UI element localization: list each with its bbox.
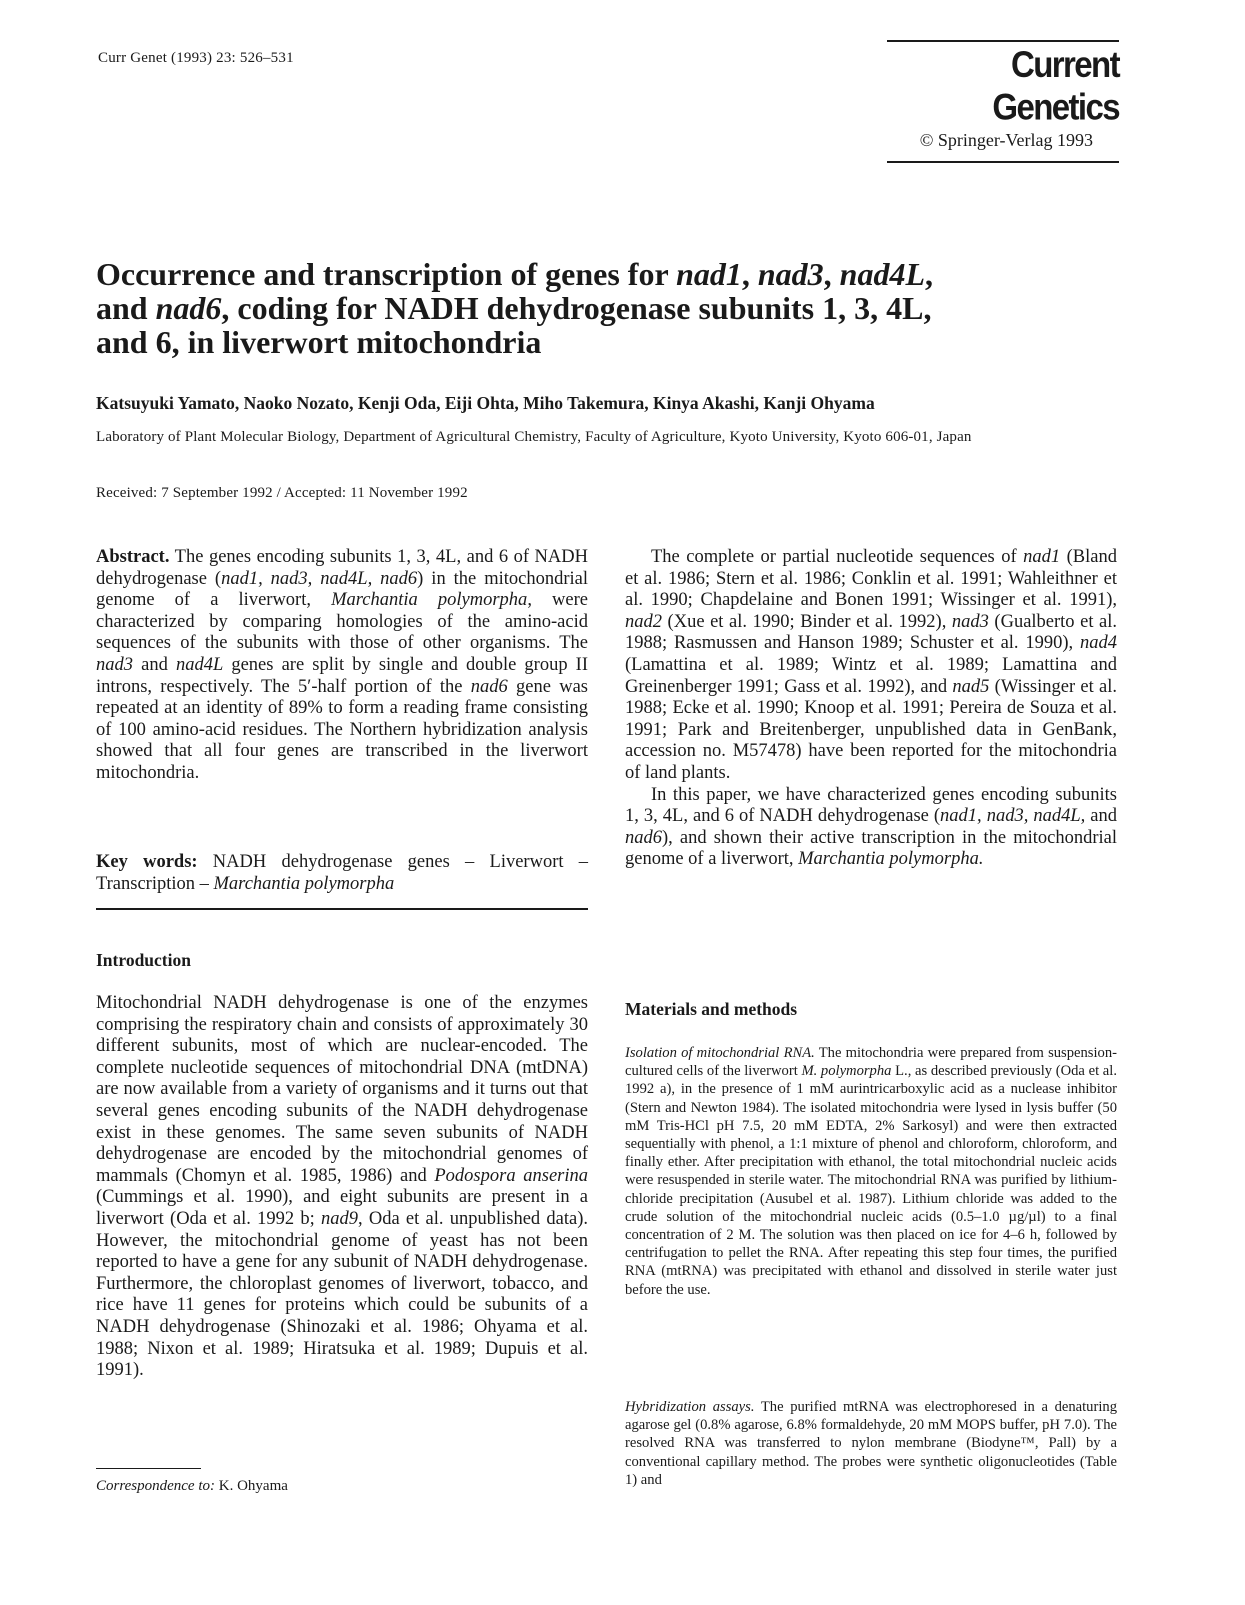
article-title: [96, 257, 1126, 359]
abstract-text: gene was repeated at an identity of 89% to form a reading frame consisting of 100 amino-acid residues. The Northern hybridization analysis showed that all four genes are transcribed in the liverwort mitochondria.: [96, 676, 588, 783]
title-gene: nad3: [757, 256, 824, 292]
abstract-italic: nad3: [96, 654, 133, 675]
abstract-text: genes are split by single and double group II introns, respectively. The 5′-half portion of the: [96, 654, 589, 697]
abstract-label: Abstract.: [96, 547, 170, 567]
intro-italic: nad1: [1023, 547, 1061, 567]
correspondence-label: Correspondence to:: [96, 1478, 216, 1494]
intro-text: ), and shown their active transcription in the mitochondrial genome of a liverwort,: [625, 827, 1117, 870]
abstract-text: , were characterized by comparing homologies of the amino-acid sequences of the subunits with those of other organisms. The: [96, 590, 589, 654]
isolation-paragraph: [625, 1044, 1117, 1299]
abstract-italic: nad1, nad3, nad4L, nad6: [221, 568, 418, 589]
abstract-italic: nad4L: [175, 654, 224, 675]
intro-italic: nad9: [320, 1208, 358, 1229]
footnote-rule: [96, 1468, 201, 1469]
title-text: ,: [823, 256, 840, 292]
received-accepted-dates: Received: 7 September 1992 / Accepted: 11 November 1992: [96, 485, 468, 501]
intro-text: and: [1085, 806, 1117, 827]
intro-text: The complete or partial nucleotide sequences of: [651, 547, 1024, 567]
title-text: ,: [925, 256, 933, 292]
introduction-continued: [625, 547, 1117, 871]
intro-italic: nad6: [625, 827, 662, 848]
title-gene: nad6: [155, 290, 222, 326]
journal-masthead: [887, 40, 1119, 163]
introduction-body: [96, 993, 588, 1382]
intro-italic: nad4: [1080, 633, 1117, 654]
methods-text: The purified mtRNA was electrophoresed in a denaturing agarose gel (0.8% agarose, 6.8% formaldehyde, 20 mM MOPS buffer, pH 7.0). The resolved RNA was transferred to nylon membrane (Biodyne™, Pall) by a conventional capillary method. The probes were synthetic oligonucleotides (Table 1) and: [625, 1399, 1117, 1488]
keywords-italic: Marchantia polymorpha: [213, 873, 395, 894]
correspondence-footnote: [96, 1478, 288, 1495]
correspondence-name: K. Ohyama: [215, 1478, 288, 1494]
intro-text: (Wissinger et al. 1988; Ecke et al. 1990; Knoop et al. 1991; Pereira de Souza et al. 1991; Park and Breitenberger, unpublished data in GenBank, accession no. M57478) have been reported for the mitochondria of land plants.: [625, 676, 1117, 783]
title-text: ,: [741, 256, 758, 292]
copyright-notice: © Springer-Verlag 1993: [919, 130, 1093, 150]
intro-italic: nad2: [625, 611, 662, 632]
hybridization-paragraph: [625, 1398, 1117, 1489]
keywords-text: NADH dehydrogenase genes – Liverwort – Transcription –: [96, 852, 588, 894]
methods-text: L., as described previously (Oda et al. 1992 a), in the presence of 1 mM aurintricarboxylic acid as a nuclease inhibitor (Stern and Newton 1984). The isolated mitochondria were lysed in lysis buffer (50 mM Tris-HCl pH 7.5, 20 mM EDTA, 2% Sarkosyl) and were then extracted sequentially with phenol, a 1:1 mixture of phenol and chloroform, chloroform, and finally ether. After precipitation with ethanol, the total mitochondrial nucleic acids were resuspended in sterile water. The mitochondrial RNA was purified by lithium-chloride precipitation (Ausubel et al. 1987). Lithium chloride was added to the crude solution of the mitochondrial nucleic acids (0.5–1.0 µg/µl) to a final concentration of 2 M. The solution was then placed on ice for 4–6 h, followed by centrifugation to pellet the RNA. After repeating this step four times, the purified RNA (mtRNA) was precipitated with ethanol and dissolved in sterile water just before the use.: [625, 1063, 1117, 1298]
abstract-text: ) in the mitochondrial genome of a liverwort,: [96, 568, 589, 611]
section-divider: [96, 908, 588, 910]
abstract: [96, 547, 588, 785]
intro-text: In this paper, we have characterized genes encoding subunits 1, 3, 4L, and 6 of NADH dehydrogenase (: [625, 784, 1117, 827]
abstract-italic: nad6: [470, 676, 508, 697]
intro-italic: nad3: [951, 611, 989, 632]
methods-heading: Materials and methods: [625, 999, 798, 1019]
intro-italic: nad5: [952, 676, 990, 697]
intro-text: (Gualberto et al. 1988; Rasmussen and Hanson 1989; Schuster et al. 1990),: [625, 611, 1117, 654]
title-text: and: [96, 290, 156, 326]
intro-text: (Lamattina et al. 1989; Wintz et al. 1989; Lamattina and Greinenberger 1991; Gass et al. 1992), and: [625, 654, 1117, 697]
masthead-top-rule: [887, 40, 1119, 42]
journal-citation: Curr Genet (1993) 23: 526–531: [98, 50, 294, 66]
abstract-italic: Marchantia polymorpha: [331, 590, 528, 611]
intro-text: (Bland et al. 1986; Stern et al. 1986; Conklin et al. 1991; Wahleithner et al. 1990; Chapdelaine and Bonen 1991; Wissinger et al. 1991),: [625, 547, 1118, 611]
intro-text: Mitochondrial NADH dehydrogenase is one of the enzymes comprising the respiratory chain and consists of approximately 30 different subunits, most of which are nuclear-encoded. The complete nucleotide sequences of mitochondrial DNA (mtDNA) are now available from a variety of organisms and it turns out that several genes encoding subunits of the NADH dehydrogenase exist in these genomes. The same seven subunits of NADH dehydrogenase are encoded by the mitochondrial genomes of mammals (Chomyn et al. 1985, 1986) and: [96, 993, 588, 1186]
intro-text: (Xue et al. 1990; Binder et al. 1992),: [662, 611, 952, 632]
title-gene: nad1: [676, 256, 742, 292]
affiliation: Laboratory of Plant Molecular Biology, Department of Agricultural Chemistry, Faculty of Agriculture, Kyoto University, Kyoto 606-01, Japan: [96, 429, 972, 445]
methods-text: The mitochondria were prepared from suspension-cultured cells of the liverwort: [625, 1045, 1117, 1080]
keywords-label: Key words:: [96, 852, 198, 872]
keywords: [96, 852, 588, 895]
introduction-heading: Introduction: [96, 950, 191, 970]
masthead-bottom-rule: [887, 161, 1119, 163]
intro-italic: Podospora anserina: [434, 1165, 588, 1186]
title-text: and 6, in liverwort mitochondria: [96, 324, 542, 360]
methods-italic: M. polymorpha: [801, 1063, 892, 1080]
title-text: , coding for NADH dehydrogenase subunits 1, 3, 4L,: [221, 290, 932, 326]
journal-name: Current Genetics: [992, 43, 1119, 128]
intro-italic: Marchantia polymorpha.: [798, 849, 984, 870]
isolation-label: Isolation of mitochondrial RNA.: [625, 1045, 815, 1061]
author-list: Katsuyuki Yamato, Naoko Nozato, Kenji Oda, Eiji Ohta, Miho Takemura, Kinya Akashi, Kanji Ohyama: [96, 393, 875, 413]
abstract-text: and: [133, 654, 176, 675]
intro-text: , Oda et al. unpublished data). However, the mitochondrial genome of yeast has not been reported to have a gene for any subunit of NADH dehydrogenase. Furthermore, the chloroplast genomes of liverwort, tobacco, and rice have 11 genes for proteins which could be subunits of a NADH dehydrogenase (Shinozaki et al. 1986; Ohyama et al. 1988; Nixon et al. 1989; Hiratsuka et al. 1989; Dupuis et al. 1991).: [96, 1208, 588, 1381]
intro-italic: nad1, nad3, nad4L,: [940, 806, 1086, 827]
intro-text: (Cummings et al. 1990), and eight subunits are present in a liverwort (Oda et al. 1992 b;: [96, 1187, 588, 1229]
abstract-text: The genes encoding subunits 1, 3, 4L, and 6 of NADH dehydrogenase (: [96, 547, 588, 589]
title-gene: nad4L: [839, 256, 925, 292]
title-text: Occurrence and transcription of genes for: [96, 256, 677, 292]
hybridization-label: Hybridization assays.: [625, 1399, 755, 1415]
